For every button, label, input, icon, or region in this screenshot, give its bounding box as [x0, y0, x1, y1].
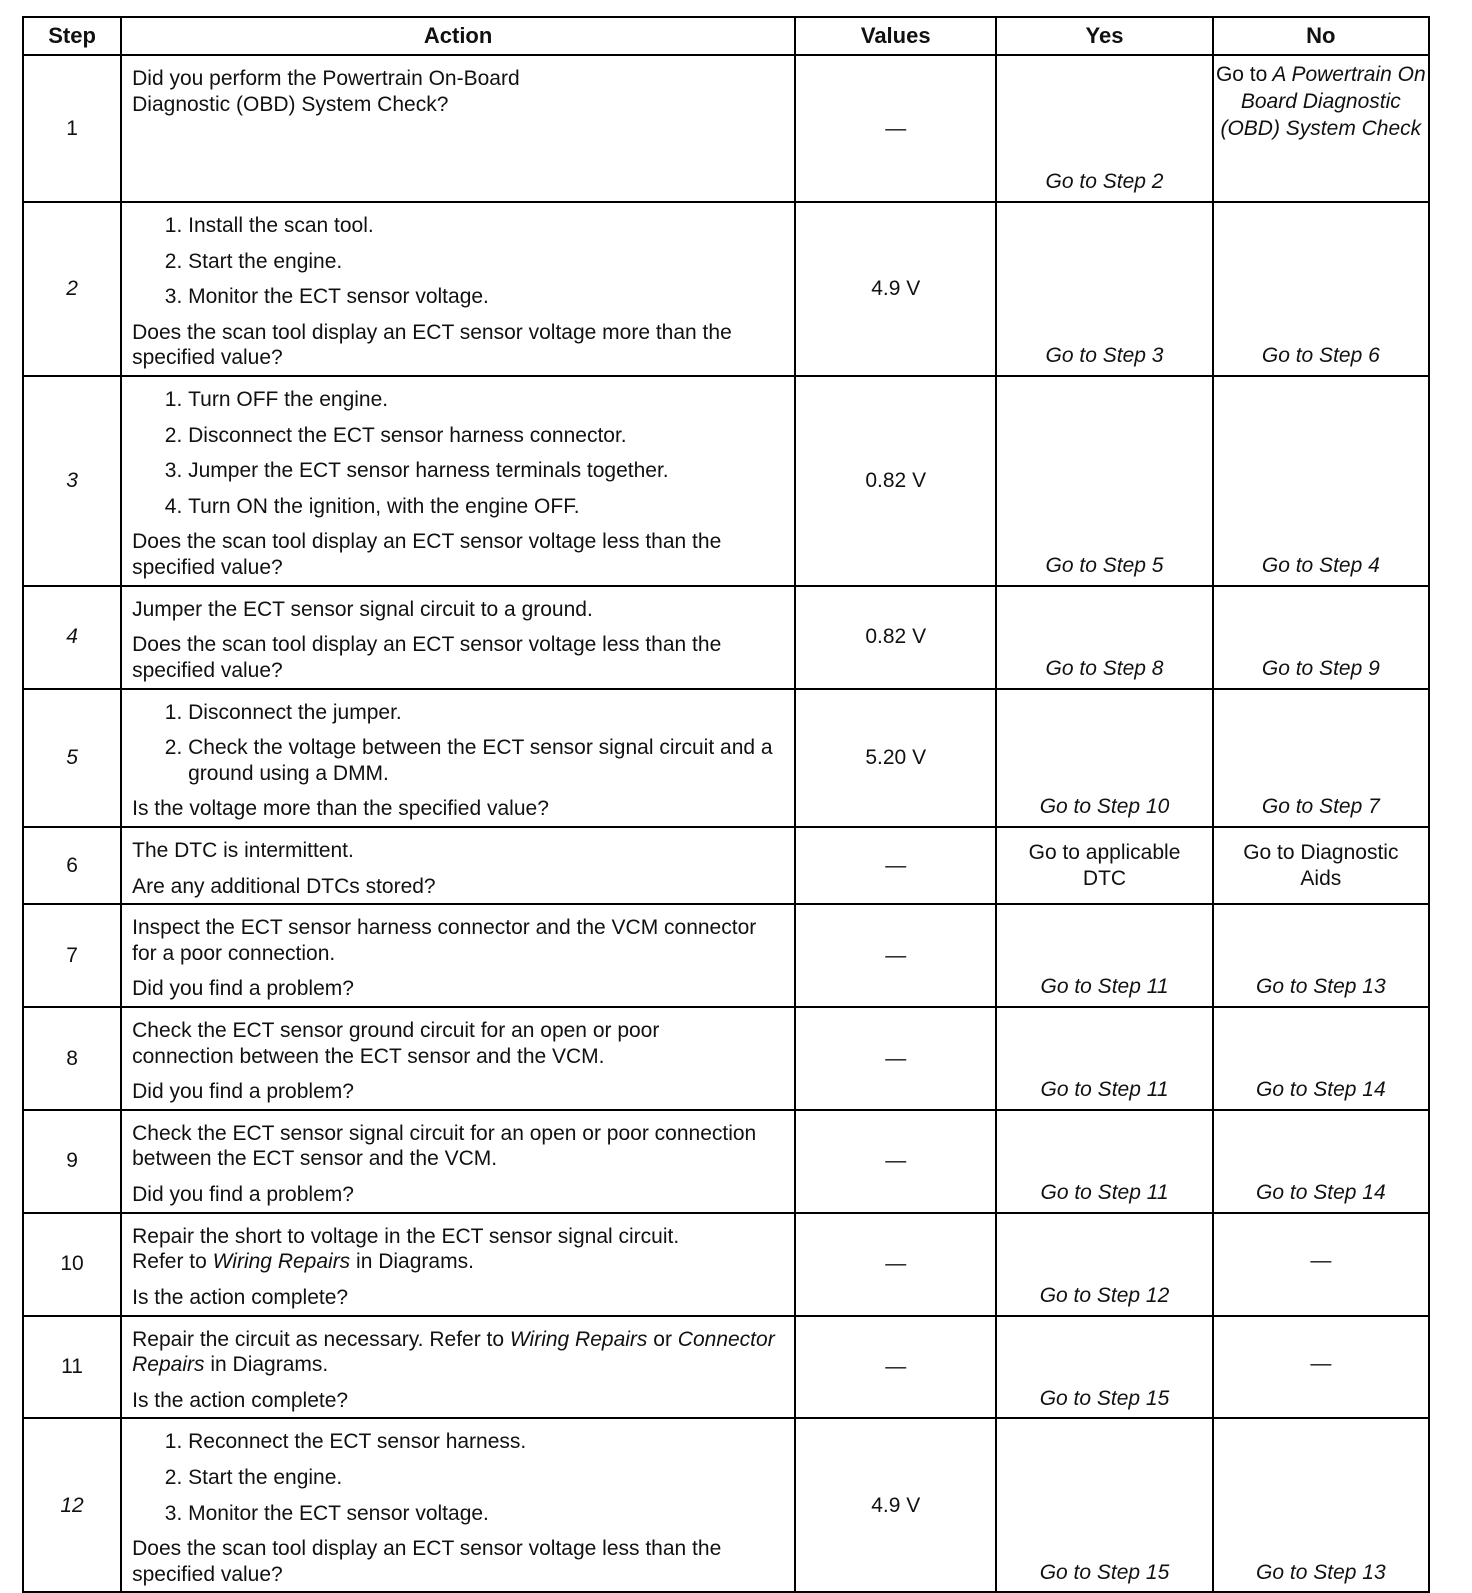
table-row: [23, 1110, 1429, 1213]
header-yes: Yes: [996, 17, 1212, 55]
action-text-part: Repair the circuit as necessary. Refer to: [132, 1327, 505, 1351]
no-cell: Go to Step 7: [1213, 689, 1429, 827]
header-no: No: [1213, 17, 1429, 55]
action-cell: [121, 202, 795, 376]
action-question: Does the scan tool display an ECT sensor voltage less than the specified value?: [132, 530, 722, 580]
action-item: 2. Start the engine.: [188, 249, 786, 275]
value-cell: —: [795, 1316, 996, 1419]
table-row: [23, 376, 1429, 586]
action-cell: [121, 689, 795, 827]
value-cell: —: [795, 1213, 996, 1316]
action-item: 1. Turn OFF the engine.: [188, 387, 786, 413]
value-cell: —: [795, 55, 996, 202]
yes-cell: Go to Step 2: [996, 55, 1212, 202]
action-cell: [121, 55, 795, 202]
action-cell: [121, 827, 795, 904]
action-text: Check the ECT sensor signal circuit for an open or poor connection between the ECT sensor and the VCM.: [132, 1121, 757, 1171]
action-text: Did you perform the Powertrain On-Board Diagnostic (OBD) System Check?: [132, 67, 520, 116]
table-row: [23, 1316, 1429, 1419]
action-question: Does the scan tool display an ECT sensor voltage less than the specified value?: [132, 1537, 722, 1586]
value-cell: —: [795, 827, 996, 904]
table-row: [23, 1213, 1429, 1316]
table-row: [23, 586, 1429, 689]
action-item: 4. Turn ON the ignition, with the engine OFF.: [188, 494, 786, 520]
action-list: [132, 387, 786, 519]
step-number: 9: [23, 1110, 121, 1213]
no-cell: Go to Step 13: [1213, 904, 1429, 1007]
action-item: 2. Start the engine.: [188, 1465, 786, 1491]
table-row: [23, 904, 1429, 1007]
step-number: 10: [23, 1213, 121, 1316]
action-question: Are any additional DTCs stored?: [132, 874, 436, 898]
step-number: 4: [23, 586, 121, 689]
yes-cell: Go to Step 11: [996, 904, 1212, 1007]
action-cell: [121, 904, 795, 1007]
action-list: [132, 1429, 786, 1526]
action-item: 1. Install the scan tool.: [188, 213, 786, 239]
action-list: [132, 700, 786, 787]
yes-cell: Go to applicable DTC: [996, 827, 1212, 904]
no-cell: Go to Step 14: [1213, 1007, 1429, 1110]
no-cell: Go to Step 9: [1213, 586, 1429, 689]
step-number: 8: [23, 1007, 121, 1110]
action-text: [132, 1224, 786, 1275]
action-text: The DTC is intermittent.: [132, 838, 354, 862]
action-text: Jumper the ECT sensor signal circuit to a ground.: [132, 597, 593, 621]
action-question: Did you find a problem?: [132, 977, 354, 1001]
table-row: [23, 202, 1429, 376]
action-cell: [121, 1007, 795, 1110]
action-question: Is the action complete?: [132, 1285, 349, 1309]
no-cell: [1213, 55, 1429, 202]
action-item: 2. Check the voltage between the ECT sensor signal circuit and a ground using a DMM.: [188, 735, 786, 786]
action-cell: [121, 1418, 795, 1592]
value-cell: 4.9 V: [795, 202, 996, 376]
wiring-repairs-reference: Wiring Repairs: [509, 1327, 648, 1351]
diagnostic-table: [22, 16, 1430, 1593]
no-cell: Go to Step 6: [1213, 202, 1429, 376]
action-question: Does the scan tool display an ECT sensor voltage more than the specified value?: [132, 320, 732, 370]
action-item: 1. Disconnect the jumper.: [188, 700, 786, 726]
step-number: 12: [23, 1418, 121, 1592]
action-text: [132, 1327, 786, 1378]
yes-cell: Go to Step 10: [996, 689, 1212, 827]
action-text-part: or: [653, 1327, 672, 1351]
table-row: [23, 1418, 1429, 1592]
yes-cell: Go to Step 15: [996, 1316, 1212, 1419]
action-item: 3. Monitor the ECT sensor voltage.: [188, 1501, 786, 1527]
no-prefix: Go to: [1215, 63, 1268, 86]
step-number: 3: [23, 376, 121, 586]
step-number: 11: [23, 1316, 121, 1419]
action-text-part: Repair the short to voltage in the ECT sensor signal circuit. Refer to: [132, 1224, 680, 1274]
no-cell: Go to Step 13: [1213, 1418, 1429, 1592]
header-action: Action: [121, 17, 795, 55]
no-cell: —: [1213, 1316, 1429, 1419]
table-row: [23, 689, 1429, 827]
action-text: Check the ECT sensor ground circuit for an open or poor connection between the ECT sensor and the VCM.: [132, 1019, 660, 1068]
header-values: Values: [795, 17, 996, 55]
action-question: Does the scan tool display an ECT sensor voltage less than the specified value?: [132, 633, 722, 682]
no-cell: Go to Diagnostic Aids: [1213, 827, 1429, 904]
header-step: Step: [23, 17, 121, 55]
action-cell: [121, 586, 795, 689]
action-cell: [121, 376, 795, 586]
value-cell: 5.20 V: [795, 689, 996, 827]
yes-cell: Go to Step 12: [996, 1213, 1212, 1316]
header-row: [23, 17, 1429, 55]
table-row: [23, 1007, 1429, 1110]
action-cell: [121, 1213, 795, 1316]
no-cell: Go to Step 4: [1213, 376, 1429, 586]
connector-repairs-reference: Connector Repairs: [132, 1327, 775, 1377]
value-cell: 0.82 V: [795, 586, 996, 689]
value-cell: 4.9 V: [795, 1418, 996, 1592]
value-cell: —: [795, 1007, 996, 1110]
action-item: 3. Jumper the ECT sensor harness terminals together.: [188, 458, 786, 484]
action-question: Did you find a problem?: [132, 1080, 354, 1104]
yes-cell: Go to Step 11: [996, 1110, 1212, 1213]
action-text-part: in Diagrams.: [356, 1250, 474, 1274]
action-cell: [121, 1110, 795, 1213]
action-question: Did you find a problem?: [132, 1183, 354, 1207]
action-text-part: in Diagrams.: [210, 1353, 329, 1377]
action-cell: [121, 1316, 795, 1419]
step-number: 2: [23, 202, 121, 376]
step-number: 7: [23, 904, 121, 1007]
action-item: 1. Reconnect the ECT sensor harness.: [188, 1429, 786, 1455]
step-number: 1: [23, 55, 121, 202]
wiring-repairs-reference: Wiring Repairs: [212, 1250, 351, 1274]
action-question: Is the action complete?: [132, 1388, 349, 1412]
no-cell: —: [1213, 1213, 1429, 1316]
value-cell: —: [795, 904, 996, 1007]
table-row: [23, 55, 1429, 202]
value-cell: 0.82 V: [795, 376, 996, 586]
yes-cell: Go to Step 3: [996, 202, 1212, 376]
no-cell: Go to Step 14: [1213, 1110, 1429, 1213]
action-list: [132, 213, 786, 310]
action-item: 2. Disconnect the ECT sensor harness connector.: [188, 423, 786, 449]
yes-cell: Go to Step 11: [996, 1007, 1212, 1110]
action-question: Is the voltage more than the specified value?: [132, 797, 549, 821]
value-cell: —: [795, 1110, 996, 1213]
table-row: [23, 827, 1429, 904]
step-number: 6: [23, 827, 121, 904]
yes-cell: Go to Step 5: [996, 376, 1212, 586]
no-reference: A Powertrain On Board Diagnostic (OBD) System Check: [1220, 63, 1426, 140]
yes-cell: Go to Step 15: [996, 1418, 1212, 1592]
action-item: 3. Monitor the ECT sensor voltage.: [188, 284, 786, 310]
yes-cell: Go to Step 8: [996, 586, 1212, 689]
step-number: 5: [23, 689, 121, 827]
action-text: Inspect the ECT sensor harness connector and the VCM connector for a poor connection.: [132, 916, 757, 965]
